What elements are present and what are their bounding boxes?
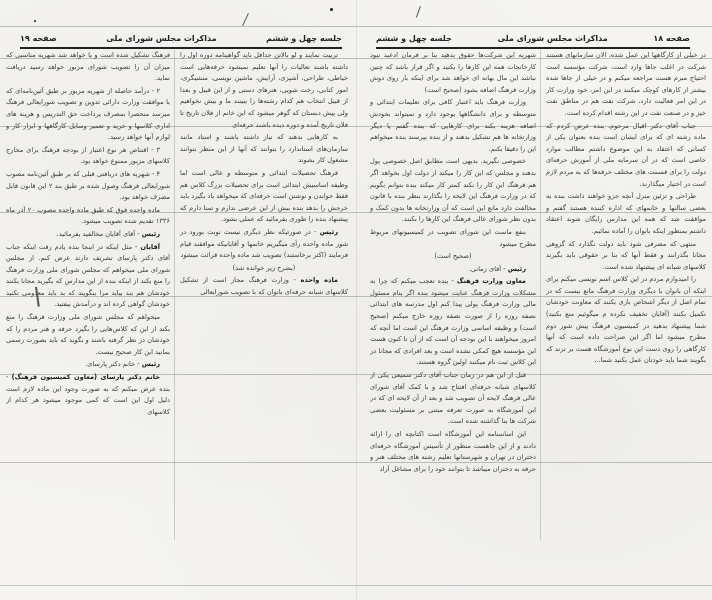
paragraph: به کارهایی بدهند که نیاز داشته باشند و استاد مانند سازمان‌های استاندارد را بتوانند که آنها از این منظر بتوانند مشغول کار بشوند [180,133,348,165]
paragraph: ۳ - اقتناص هر نوع اعتبار از بودجه فرهنگ برای مخارج کلاسهای مزبور ممنوع خواهد بود. [6,145,170,166]
page-18 [356,0,712,600]
paragraph: در خیلی از کارگاهها این عمل شده، الان سازمانهای هستند شرکت در اغلب جاها وارد است، شرکت مؤسسه است احتیاج مبرم هست مراجعه میکنم و در خیلی از جاها شده بیشتر از کارهای کوچک میکنند در این امر، خود وزارت کار در این امر فعالیت دارد، شرکت نفت هم در مناطق نفت خیز و در صنعت نفت در این رشته اقدام کرده است. [546,51,706,117]
column-divider [174,50,175,540]
fold-line [0,296,712,297]
paragraph: خصوصی نگیرید. بدیهی است مطابق اصل خصوصی پول بدهند و مجلس که این کار را میکند از دولت اول بخواهد اگر هم فرهنگ این کار را نکند کمتر کار میکند بنده بتوانم بگویم که در وزارت فرهنگ این لایحه را بگذارند بنظر بنده با قانون مخالفت دارد مانع این است که آن وزارتخانه ها بدون کمک و بدون نظر شورای عالی فرهنگ این کارها را بکنند. [370,157,536,224]
page-number: صفحه ۱۹ [20,33,57,43]
paragraph: منتهی که مصرفی شود باید دولت نگذارد که گروهی مجانا بگذرانند و فقط آنها که بنا بر حقوقی باید بگیرند کلاسهای شبانه ای پیشنهاد شده است. [546,239,706,271]
ink-speck [330,8,333,11]
fold-line [0,58,712,59]
paragraph: جناب آقای دکتر اقبال مرحوم، بنده عرض کردم که ماده رشته ای که برای ایشان است بنده بعنوان یکی از کسانی که اعتقاد به این موضوع داشتم مطالب موارد خاصی است که در آن سرمایه ملی از آموزش حرفه‌ای دولت را برای قسمت های مختلف حرفه‌ها که به مردم لازم است در اختیار میگذارند. [546,121,706,188]
speech-text: مثل اینکه در اینجا بنده یادم رفت اینکه جناب آقای دکتر پارسای تشریف دارند عرض کنم. از مجلس شورای ملی میخواهم که مجلس شورای ملی وزارت فرهنگ را منع بکند از اینکه بنده از این مدارس که بگیرید مجانا بکنند خودشان هم بند بیاید مرا بنگویند که بد باید معدومی نکنید خودشان گواهی کرده اند و درآمدش بیفتید. [6,242,170,309]
speaker-paragraph: رئیس - آقای آقایان مخالفید بفرمائید. [56,229,160,238]
speaker-paragraph: رئیس - در صورتیکه نظر دیگری نیست نوبت بورود در شور ماده واحده رأی میگیریم خانمها و آقایانیکه موافقند قیام فرمایند (اکثر برخاستند) تصویب شد ماده واحده قرائت میشود [180,227,348,260]
paragraph: تربیت نمایند و لو بالاتن حداقل باید گواهینامه دوره اول را داشته باشند تعالیات را آنها تعلیم نمیشود حرفه‌هایی است خیاطی، طراحی، آشپزی، آرایش، ماشین نویسی، منشیگری، امور کتابی، رخت شویی، هنرهای دستی و از این قبیل و بعدا از قبیل انتخاب هم کدام رشته‌ها را ببینند ما و بیش نخواهیم ولی پیش دبستان که گوهر میشود که این خانم از فلان تاریخ تا فلان تاریخ آمده و دوره دیده باشند حرفه‌ای [180,51,348,129]
paragraph: این اساسنامه این آموزشگاه است اکتابچه ای را ارائه دادند و از این جاهست منظور از تأسیس آموزشگاه حرفه‌ای دختران در تهران و شهرستانها تعلیم رشته های مختلف هنر و حرفه به دختران میباشد تا بتوانند خود را برای مشاغل آزاد [370,430,536,473]
speech-text: آقای زمانی. [468,264,502,273]
paragraph: فرهنگ تشکیل شده است و یا خواهد شد شهریه مناسبی که میزان آن را تصویب شورای مزبور خواهد رسید دریافت نماید. [6,51,170,83]
speech-text: بنده عرض میکنم که به صورت وجود این ماده لازم است دلیل اول این است که کمی موجود میشود هر کدام از کلاسهای [6,384,170,416]
speaker-paragraph: رئیس - آقای زمانی. [468,264,526,273]
page-header [20,31,342,49]
speaker-paragraph: خانم دکتر پارسای (معاون کمیسیون فرهنگ) - بنده عرض میکنم که به صورت وجود این ماده لازم است دلیل اول این است که کمی موجود میشود هر کدام از کلاسهای [6,373,170,416]
article-label: ماده واحده [300,276,338,285]
speaker-paragraph: معاون وزارت فرهنگ - بنده تعجب میکنم که چرا به مشکلات وزارت فرهنگ عنایت میشود بنده اگر بنام مسئول مالی وزارت فرهنگ پولی پیدا کنم اول مدرسه های ابتدائی نصفه روزه را از صورت نصفه روزه خارج میکنم (صحیح است) و وظیفه اساسی وزارت فرهنگ این است اما آنچه که امروز میخواهند با این بودجه آن است که از آن تا کنون هست این مؤسسه هیچ کمکی نشده است و بعد افرادی که مجانا در این کلاس ثبت نام میکنند اولین گروه هستند. [370,277,536,367]
session-label: جلسه چهل و ششم [266,33,342,43]
speech-text: خانم دکتر پارسای. [85,360,136,369]
page-number: صفحه ۱۸ [653,33,690,43]
speaker-paragraph: ماده واحده - وزارت فرهنگ مجاز است از تشکیل کلاسهای شبانه حرفه‌ای بانوان که با تصویب شورایعالی [180,276,348,296]
bottom-scan-edge [356,585,712,586]
speech-text: آقای آقایان مخالفید بفرمائید. [56,229,136,238]
fold-line [0,462,712,463]
journal-title: مذاکرات مجلس شورای ملی [106,33,217,43]
paragraph: را امیدوارم مردم در این کلاس اسم نویسی میکنم برای اینکه آن بانوان با دیگری وزارت فرهنگ مانع نیست که در تمام اصل از دیگر اشخاص بازی بکنند که معاونت خودشان تکمیل بکنند (آقایان تخفیف نکرده م میگوئیم منع بکنید) شما پیشنهاد بدهید در کمیسیون فرهنگ پیش شور دوم مطرح میشود اما اگر این صراحت داده است که آنها کارگاهی را روی دست این نوع آموزشگاه هست بر ترند که بگویند شما باید خودتان عمل بکنید شما... [546,275,706,365]
paragraph: ماده واحده فوق که طبق ماده واحده مصوب ۲۰ آذر ماه ۱۳۳۶ تقدیم شده تصویب میشود. [6,205,170,226]
paragraph: وزارت فرهنگ باید اعتبار کافی برای تعلیمات ابتدائی و متوسطه و برای دانشگاهها بوجود دارد و نمیتواند بخودش اضافه هزینه بکند برای کارهایی که بنده گفتم یا دیگر وزارتخانه ها هم تشکیل بدهند و از بنده بپرسند بنده میخواهم این را دقیقا بکنم. [370,98,536,153]
paragraph: فرهنگ تحصیلات ابتدائی و متوسطه و عالی است اما وظیفه اساسیش ابتدائی است برای تحصیلات بزرگ کلاس هم فقط خواندن و نوشتن است حرفه‌ای که میخواهد یاد بگیرد باید خرجش را بدهد بنده بیش از این عرضی ندارم و تمنا دارم که پیشنهاد بنده را طوری بفرمائید که عملی بشود. [180,168,348,224]
speaker-name: رئیس [507,264,526,273]
paragraph: طراحی و تزئین منزل آنچه جزو خواهند داشت بنده به بعضی سالنها و خانمهای که اداره کننده هستند گفتم و موافقت شد که همه این مدارس رایگان شوند اعتقاد داشتم بمنظور اینکه بانوان را آماده نمائیم. [546,192,706,235]
speaker-name: خانم دکتر پارسای (معاون کمیسیون فرهنگ) [11,373,160,382]
paragraph: شهریه این شرکت‌ها حقوق بدهید بنا بر فرمان ادعید نبود کارخانجات همه این کارها را بکنید و اگر قرار باشد که چنین نباشد این مال بهانه ای خواهد شد برای اینکه بار روی دوش وزارت فرهنگ اضافه بشود (صحیح است) [370,51,536,94]
speaker-name: آقایان [140,242,160,251]
speaker-paragraph: آقایان - مثل اینکه در اینجا بنده یادم رفت اینکه جناب آقای دکتر پارسای تشریف دارند عرض کنم. از مجلس شورای ملی میخواهم که مجلس شورای ملی وزارت فرهنگ را منع بکند از اینکه بنده از این مدارس که بگیرید مجانا بکنند خودشان هم بند بیاید مرا بنگویند که بد باید معدومی نکنید خودشان گواهی کرده اند و درآمدش بیفتید. [6,242,170,309]
speech-text: در صورتیکه نظر دیگری نیست نوبت بورود در شور ماده واحده رأی میگیریم خانمها و آقایانیکه موافقند قیام فرمایند (اکثر برخاستند) تصویب شد ماده واحده قرائت میشود [180,227,348,260]
speaker-name: معاون وزارت فرهنگ [456,277,527,286]
speaker-name: رئیس [319,227,338,236]
session-label: جلسه چهل و ششم [376,33,452,43]
speaker-name: رئیس [141,360,160,369]
paragraph: قبل از این هم در زمان جناب آقای دکتر سمیعی یکی از کلاسهای شبانه حرفه‌ای افتتاح شد و با کمک آقای شورای عالی فرهنگ لایحه آن تصویب شد و بعد از آن لایحه ای که در این آموزشگاه به صورت تعرفه مبتنی بر مسئولیت بعضی شرکت ها بنا گذاشته شده است. [370,371,536,426]
stage-note: (صحیح است) [434,252,472,261]
paragraph: ۴ - شهریه های دریافتی قبلی که بر طبق آئین‌نامه مصوب شورایعالی فرهنگ وصول شده بر طبق بند ۲ این قانون قابل مصرف خواهد بود. [6,169,170,202]
page-header [376,31,690,49]
fold-line [0,212,712,213]
bottom-scan-edge [0,585,356,586]
paragraph: میخواهم که مجلس شورای ملی وزارت فرهنگ را منع بکند از این که کلاس‌هایی را بگیرد حرفه و هنر مردم را که خودشان در نظر گرفته باشند و بگوید که باید بصورت رسمی بمانید این کار صحیح نیست. [6,313,170,356]
paragraph: ۲ - درآمد حاصله از شهریه مزبور بر طبق آئین‌نامه‌ای که با موافقت وزارت دارائی تدوین و تصویب شورایعالی فرهنگ میرسد منحصرا بمصرف پرداخت حق التدریس و هزینه های اداری کلاسها و خرید و تعمیر وسایل کارگاهها و ابزار کار و لوازم آنها خواهد رسید. [6,86,170,142]
speaker-paragraph: رئیس - خانم دکتر پارسای. [85,360,160,369]
journal-title: مذاکرات مجلس شورای ملی [497,33,608,43]
fold-line [0,126,712,127]
paragraph: بنفع ماست این شورای تصویب در کمیسیونهای مربوط مطرح میشود [370,227,536,248]
ink-speck [34,20,36,22]
stage-note: (بشرح زیر خوانده شد) [232,263,296,272]
speaker-name: رئیس [141,229,160,238]
fold-line [0,374,712,375]
speech-text: بنده تعجب میکنم که چرا به مشکلات وزارت فرهنگ عنایت میشود بنده اگر بنام مسئول مالی وزارت فرهنگ پولی پیدا کنم اول مدرسه های ابتدائی نصفه روزه را از صورت نصفه روزه خارج میکنم (صحیح است) و وظیفه اساسی وزارت فرهنگ این است اما آنچه که امروز میخواهند با این بودجه آن است که از آن تا کنون هست این مؤسسه هیچ کمکی نشده است و بعد افرادی که مجانا در این کلاس ثبت نام میکنند اولین گروه هستند. [370,277,536,367]
column-divider [540,50,541,540]
article-text: وزارت فرهنگ مجاز است از تشکیل کلاسهای شبانه حرفه‌ای بانوان که با تصویب شورایعالی [180,276,348,296]
